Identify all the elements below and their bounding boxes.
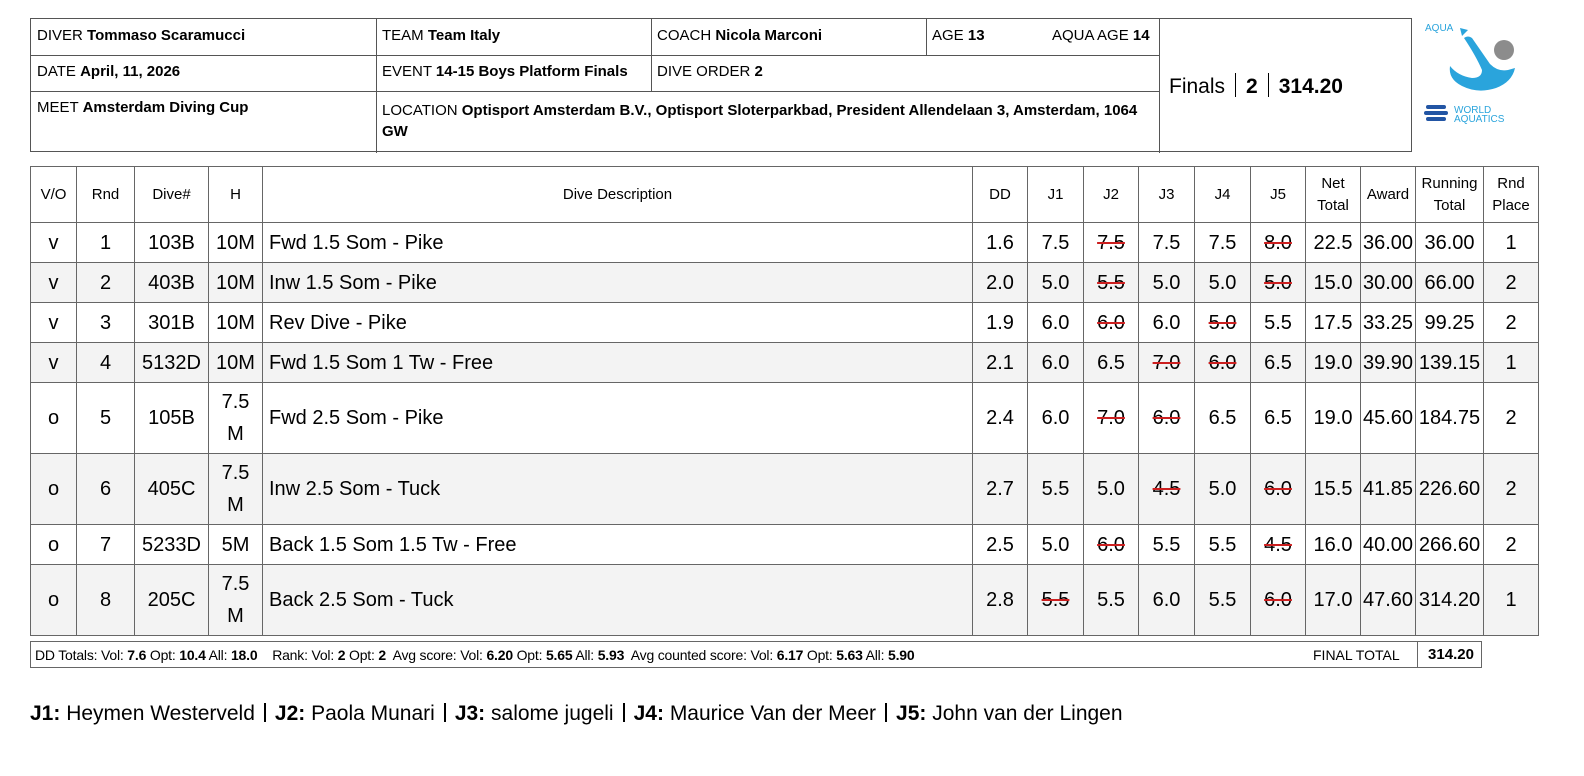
cell-description: Fwd 2.5 Som - Pike	[263, 383, 973, 454]
cell-running-total: 66.00	[1416, 263, 1484, 303]
cell-net-total: 17.5	[1306, 303, 1361, 343]
cell-j5	[1251, 565, 1306, 636]
cell-j2: 5.0	[1084, 454, 1139, 525]
cell-j3: 7.5	[1139, 223, 1195, 263]
cell-j5	[1251, 525, 1306, 565]
cell-j4	[1195, 343, 1251, 383]
separator	[444, 703, 446, 722]
finals-label: Finals	[1169, 75, 1226, 98]
col-j1: J1	[1028, 167, 1084, 223]
cell-j1: 5.0	[1028, 263, 1084, 303]
dropped-score: 5.5	[1041, 589, 1070, 611]
table-row	[31, 565, 1539, 636]
col-rnd: Rnd	[77, 167, 135, 223]
coach-name: Nicola Marconi	[715, 27, 823, 44]
cell-dd: 1.9	[973, 303, 1028, 343]
judge-label: J2:	[274, 702, 306, 725]
cell-dive: 103B	[135, 223, 209, 263]
diver-field: DIVER Tommaso Scaramucci	[37, 27, 246, 44]
cell-j4: 5.5	[1195, 565, 1251, 636]
cell-height: 10M	[209, 223, 263, 263]
cell-running-total: 36.00	[1416, 223, 1484, 263]
cell-description: Inw 2.5 Som - Tuck	[263, 454, 973, 525]
cell-award: 36.00	[1361, 223, 1416, 263]
cell-rnd: 4	[77, 343, 135, 383]
coach-field: COACH Nicola Marconi	[657, 27, 823, 44]
cell-j5	[1251, 454, 1306, 525]
totals-summary	[30, 641, 1482, 668]
col-rnd-place: Rnd Place	[1484, 167, 1539, 223]
event-value: 14-15 Boys Platform Finals	[435, 63, 628, 80]
cell-rnd: 3	[77, 303, 135, 343]
cell-description: Inw 1.5 Som - Pike	[263, 263, 973, 303]
judges-list	[30, 699, 1123, 729]
cell-running-total: 184.75	[1416, 383, 1484, 454]
cell-rnd-place: 2	[1484, 383, 1539, 454]
cell-rnd-place: 1	[1484, 343, 1539, 383]
cell-rnd: 6	[77, 454, 135, 525]
dropped-score: 7.0	[1152, 351, 1181, 374]
cell-vo: o	[31, 383, 77, 454]
cell-rnd: 1	[77, 223, 135, 263]
col-j4: J4	[1195, 167, 1251, 223]
table-row	[31, 223, 1539, 263]
judge-entry	[275, 702, 435, 725]
cell-j4	[1195, 303, 1251, 343]
table-row	[31, 454, 1539, 525]
table-row	[31, 343, 1539, 383]
judge-label: J4:	[633, 702, 664, 725]
col-j3: J3	[1139, 167, 1195, 223]
cell-rnd-place: 2	[1484, 263, 1539, 303]
cell-vo: v	[31, 263, 77, 303]
dropped-score: 6.0	[1264, 589, 1292, 611]
cell-j4: 5.0	[1195, 263, 1251, 303]
col-description: Dive Description	[263, 167, 973, 223]
col-j2: J2	[1084, 167, 1139, 223]
cell-running-total: 99.25	[1416, 303, 1484, 343]
cell-j5	[1251, 263, 1306, 303]
col-j5: J5	[1251, 167, 1306, 223]
judge-entry	[634, 702, 876, 725]
cell-net-total: 15.0	[1306, 263, 1361, 303]
separator	[623, 703, 625, 722]
dropped-score: 7.0	[1097, 407, 1125, 429]
aqua-age-field: AQUA AGE 14	[1052, 27, 1150, 44]
cell-award: 47.60	[1361, 565, 1416, 636]
cell-dive: 5233D	[135, 525, 209, 565]
col-award: Award	[1361, 167, 1416, 223]
cell-award: 40.00	[1361, 525, 1416, 565]
cell-net-total: 19.0	[1306, 383, 1361, 454]
cell-net-total: 16.0	[1306, 525, 1361, 565]
cell-j3: 6.0	[1139, 303, 1195, 343]
cell-height: 10M	[209, 343, 263, 383]
divider	[1159, 19, 1160, 153]
cell-j4: 5.5	[1195, 525, 1251, 565]
cell-rnd: 7	[77, 525, 135, 565]
cell-j2	[1084, 263, 1139, 303]
cell-award: 33.25	[1361, 303, 1416, 343]
col-height: H	[209, 167, 263, 223]
judge-name: Maurice Van der Meer	[669, 702, 877, 725]
logo-aqua-text: AQUA	[1425, 23, 1454, 34]
cell-height: 10M	[209, 263, 263, 303]
cell-dive: 301B	[135, 303, 209, 343]
judge-label: J5:	[896, 702, 927, 725]
location-field: LOCATION Optisport Amsterdam B.V., Optisport Sloterparkbad, President Allendelaan 3, Amsterdam, 1064 GW	[382, 102, 1138, 140]
cell-running-total: 139.15	[1416, 343, 1484, 383]
cell-j4: 7.5	[1195, 223, 1251, 263]
cell-running-total: 314.20	[1416, 565, 1484, 636]
cell-j3: 6.0	[1139, 565, 1195, 636]
scoresheet-header	[30, 18, 1412, 152]
cell-dd: 2.4	[973, 383, 1028, 454]
cell-dd: 2.0	[973, 263, 1028, 303]
cell-description: Fwd 1.5 Som 1 Tw - Free	[263, 343, 973, 383]
cell-j3: 5.5	[1139, 525, 1195, 565]
cell-j1: 6.0	[1028, 343, 1084, 383]
cell-j5: 5.5	[1251, 303, 1306, 343]
date-field: DATE April, 11, 2026	[37, 63, 181, 80]
table-row	[31, 525, 1539, 565]
totals-stats: DD Totals: Vol: 7.6 Opt: 10.4 All: 18.0 Rank: Vol: 2 Opt: 2 Avg score: Vol: 6.20 Opt: 5.65 All: 5.93 Avg counted score: Vol: 6.17 Opt: 5.63 All: 5.90	[35, 647, 915, 663]
cell-height: 7.5 M	[209, 383, 263, 454]
cell-j2	[1084, 525, 1139, 565]
cell-j5: 6.5	[1251, 343, 1306, 383]
cell-net-total: 19.0	[1306, 343, 1361, 383]
cell-height: 10M	[209, 303, 263, 343]
cell-dive: 205C	[135, 565, 209, 636]
final-total-label: FINAL TOTAL	[1313, 647, 1400, 663]
cell-height: 7.5 M	[209, 454, 263, 525]
dropped-score: 6.0	[1208, 351, 1237, 374]
cell-j5	[1251, 223, 1306, 263]
cell-j5: 6.5	[1251, 383, 1306, 454]
date-value: April, 11, 2026	[80, 63, 181, 80]
event-field: EVENT 14-15 Boys Platform Finals	[382, 63, 628, 80]
judge-entry	[455, 702, 614, 725]
finals-score: 314.20	[1278, 75, 1343, 98]
cell-j2: 5.5	[1084, 565, 1139, 636]
judge-name: salome jugeli	[491, 702, 614, 725]
cell-j3: 5.0	[1139, 263, 1195, 303]
cell-rnd: 5	[77, 383, 135, 454]
logo-aquatics-text: AQUATICS	[1454, 114, 1505, 125]
cell-height: 7.5 M	[209, 565, 263, 636]
judge-name: John van der Lingen	[932, 702, 1123, 725]
judge-label: J3:	[454, 702, 486, 725]
cell-description: Back 1.5 Som 1.5 Tw - Free	[263, 525, 973, 565]
dropped-score: 7.5	[1097, 231, 1125, 254]
cell-vo: v	[31, 223, 77, 263]
col-dd: DD	[973, 167, 1028, 223]
cell-rnd-place: 1	[1484, 223, 1539, 263]
cell-j2: 6.5	[1084, 343, 1139, 383]
dropped-score: 5.0	[1264, 271, 1292, 294]
dropped-score: 5.5	[1097, 271, 1125, 294]
table-row	[31, 383, 1539, 454]
cell-j1: 7.5	[1028, 223, 1084, 263]
separator	[264, 703, 266, 722]
cell-dive: 403B	[135, 263, 209, 303]
cell-rnd: 2	[77, 263, 135, 303]
dive-order-field: DIVE ORDER 2	[657, 63, 763, 80]
cell-description: Rev Dive - Pike	[263, 303, 973, 343]
judge-name: Heymen Westerveld	[66, 702, 255, 725]
dropped-score: 4.5	[1152, 478, 1181, 500]
cell-dd: 2.8	[973, 565, 1028, 636]
cell-j1: 6.0	[1028, 383, 1084, 454]
table-row	[31, 303, 1539, 343]
cell-award: 45.60	[1361, 383, 1416, 454]
judge-entry	[896, 702, 1123, 725]
cell-j3	[1139, 454, 1195, 525]
col-dive: Dive#	[135, 167, 209, 223]
judge-label: J1:	[30, 702, 61, 725]
cell-award: 30.00	[1361, 263, 1416, 303]
cell-dive: 5132D	[135, 343, 209, 383]
cell-height: 5M	[209, 525, 263, 565]
diver-name: Tommaso Scaramucci	[87, 27, 246, 44]
finals-summary	[1169, 69, 1409, 105]
cell-award: 41.85	[1361, 454, 1416, 525]
cell-j4: 5.0	[1195, 454, 1251, 525]
dive-order-value: 2	[754, 63, 763, 80]
cell-j2	[1084, 223, 1139, 263]
cell-running-total: 226.60	[1416, 454, 1484, 525]
cell-dive: 405C	[135, 454, 209, 525]
cell-j1: 5.0	[1028, 525, 1084, 565]
cell-net-total: 17.0	[1306, 565, 1361, 636]
cell-vo: v	[31, 303, 77, 343]
cell-vo: o	[31, 454, 77, 525]
team-name: Team Italy	[427, 27, 501, 44]
cell-rnd: 8	[77, 565, 135, 636]
dropped-score: 4.5	[1264, 533, 1292, 556]
cell-j4: 6.5	[1195, 383, 1251, 454]
location-value-line2: GW	[382, 123, 408, 140]
cell-rnd-place: 2	[1484, 454, 1539, 525]
cell-running-total: 266.60	[1416, 525, 1484, 565]
cell-net-total: 22.5	[1306, 223, 1361, 263]
cell-j1: 5.5	[1028, 454, 1084, 525]
age-field: AGE 13	[932, 27, 985, 44]
separator	[885, 703, 887, 722]
cell-dd: 2.5	[973, 525, 1028, 565]
cell-vo: v	[31, 343, 77, 383]
cell-j1	[1028, 565, 1084, 636]
dive-results-table	[30, 166, 1539, 636]
table-header-row	[31, 167, 1539, 223]
cell-dd: 1.6	[973, 223, 1028, 263]
dropped-score: 6.0	[1152, 407, 1181, 429]
col-vo: V/O	[31, 167, 77, 223]
dropped-score: 6.0	[1097, 311, 1125, 334]
location-value-line1: Optisport Amsterdam B.V., Optisport Sloterparkbad, President Allendelaan 3, Amsterdam, 1064	[461, 102, 1138, 119]
cell-vo: o	[31, 525, 77, 565]
judge-entry	[30, 702, 255, 725]
world-aquatics-logo	[1420, 16, 1540, 131]
age-value: 13	[967, 27, 985, 44]
cell-vo: o	[31, 565, 77, 636]
cell-rnd-place: 2	[1484, 525, 1539, 565]
aqua-age-value: 14	[1132, 27, 1150, 44]
cell-dive: 105B	[135, 383, 209, 454]
cell-j2	[1084, 303, 1139, 343]
judge-name: Paola Munari	[311, 702, 435, 725]
cell-net-total: 15.5	[1306, 454, 1361, 525]
meet-field: MEET Amsterdam Diving Cup	[37, 99, 249, 116]
cell-j3	[1139, 343, 1195, 383]
cell-dd: 2.1	[973, 343, 1028, 383]
dropped-score: 6.0	[1264, 478, 1292, 500]
col-net-total: Net Total	[1306, 167, 1361, 223]
logo-world-text: WORLD	[1454, 105, 1492, 116]
dropped-score: 5.0	[1208, 311, 1237, 334]
cell-j1: 6.0	[1028, 303, 1084, 343]
dropped-score: 8.0	[1264, 231, 1292, 254]
cell-rnd-place: 1	[1484, 565, 1539, 636]
col-running-total: Running Total	[1416, 167, 1484, 223]
cell-rnd-place: 2	[1484, 303, 1539, 343]
cell-j3	[1139, 383, 1195, 454]
cell-description: Back 2.5 Som - Tuck	[263, 565, 973, 636]
cell-dd: 2.7	[973, 454, 1028, 525]
cell-j2	[1084, 383, 1139, 454]
table-row	[31, 263, 1539, 303]
finals-place: 2	[1246, 75, 1258, 98]
final-total-value: 314.20	[1417, 642, 1484, 667]
dropped-score: 6.0	[1097, 533, 1125, 556]
meet-value: Amsterdam Diving Cup	[82, 99, 249, 116]
cell-award: 39.90	[1361, 343, 1416, 383]
team-field: TEAM Team Italy	[382, 27, 501, 44]
cell-description: Fwd 1.5 Som - Pike	[263, 223, 973, 263]
